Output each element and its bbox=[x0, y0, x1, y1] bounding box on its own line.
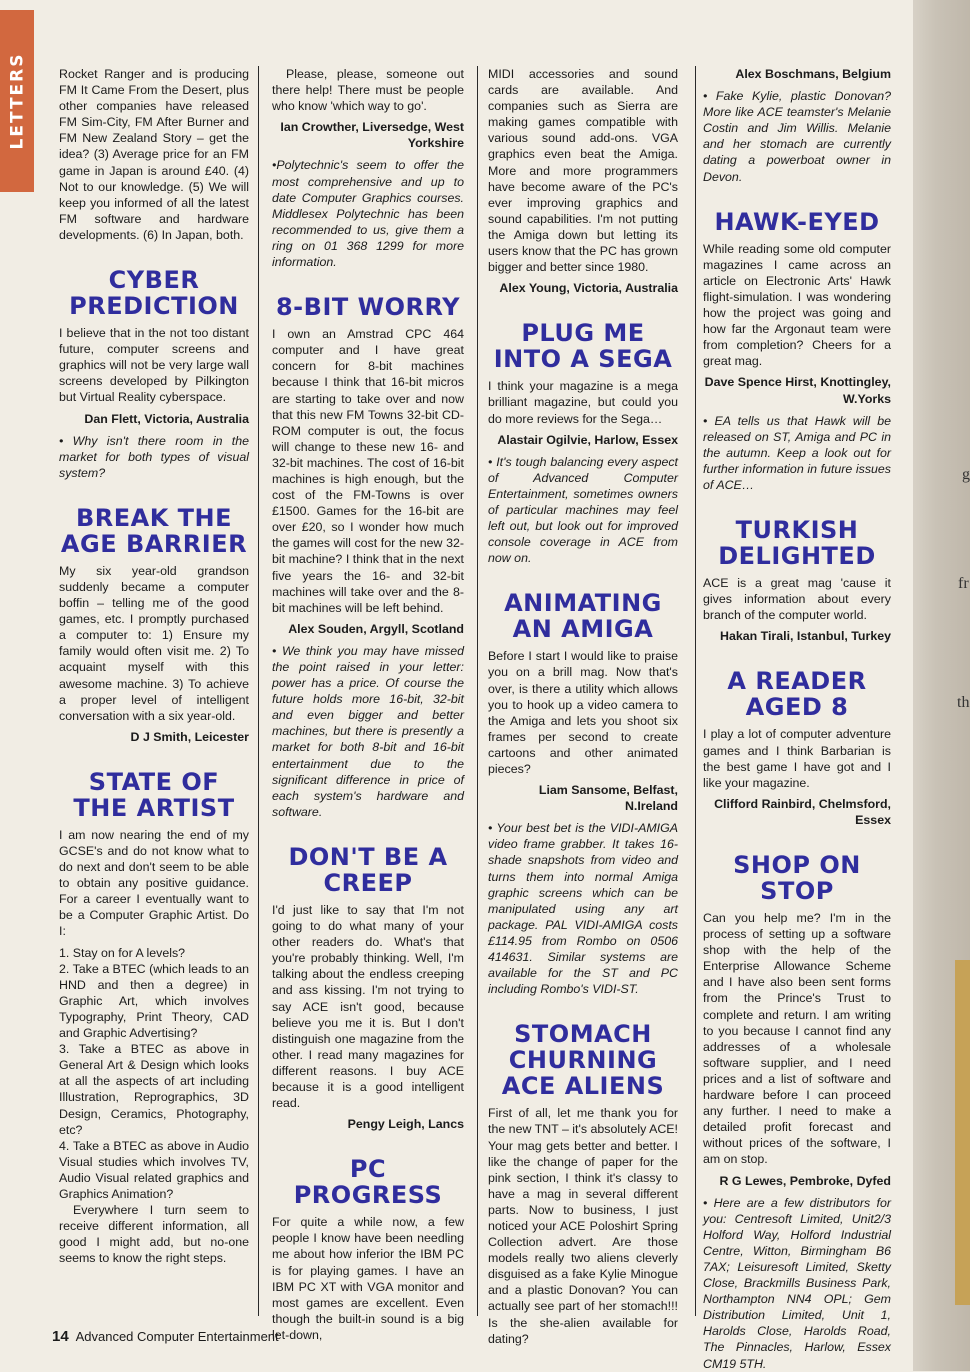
letter-headline: ANIMATING AN AMIGA bbox=[504, 589, 662, 644]
list-item: 2. Take a BTEC (which leads to an HND and then a degree) in Graphic Art, which involves Typography, Print Theory, CAD and Graphic Advertising? bbox=[59, 961, 249, 1041]
letter-signature: Dave Spence Hirst, Knottingley, W.Yorks bbox=[704, 375, 891, 406]
next-page-letter: fr bbox=[958, 575, 969, 592]
column-1 bbox=[59, 66, 249, 1266]
letter-body: I play a lot of computer adventure games and I think Barbarian is the best game I have got and I like your magazine. bbox=[703, 727, 891, 790]
page-number: 14 bbox=[52, 1328, 69, 1345]
letter-signature: R G Lewes, Pembroke, Dyfed bbox=[719, 1173, 891, 1188]
letter-headline: STOMACH CHURNING ACE ALIENS bbox=[501, 1020, 665, 1101]
next-page-strip bbox=[955, 960, 970, 1305]
editor-reply: • EA tells us that Hawk will be released on ST, Amiga and PC in the autumn. Keep a look out for further information in future issues of ACE… bbox=[703, 413, 891, 492]
column-divider bbox=[695, 66, 696, 1316]
letter-continued: Please, please, someone out there help! There must be people who know 'which way to go'. bbox=[272, 67, 464, 114]
letter-body: While reading some old computer magazines I came across an article on Electronic Arts' Hawk flight-simulation. I was wondering how the project was going and how far the Argonaut team were from completion? Cheers for a great mag. bbox=[703, 241, 891, 369]
letter-signature: Alastair Ogilvie, Harlow, Essex bbox=[497, 432, 678, 447]
letter-body: I am now nearing the end of my GCSE's and do not know what to do next and don't seem to be able to obtain any positive guidance. For a career I eventually want to be a Computer Graphic Artist. Do I: bbox=[59, 827, 249, 939]
editor-reply: • Here are a few distributors for you: Centresoft Limited, Unit2/3 Holford Way, Holford Industrial Centre, Witton, Birmingham B6 7AX; Leisuresoft Limited, Sketty Close, Brackmills Business Park, Northampton NN4 OPL; Gem Distribution Limited, Unit 1, Harolds Close, Harolds Road, The Pinnacles, Harlow, Essex CM19 5TH. bbox=[703, 1195, 891, 1371]
page-footer bbox=[52, 1328, 279, 1345]
letter-body: I own an Amstrad CPC 464 computer and I have great concern for 8-bit machines because I think that 16-bit micros are starting to take over and now that this new FM Towns 32-bit CD-ROM computer is out, the focus will change to these new 16- and 32-bit machines. The cost of 16-bit machines is high enough, but the cost of the FM-Towns is over £1500. Games for the 16-bit are over £20, so I wonder how much the games will cost for the new 32-bit machine? I think that in the next five years the 16- and 32-bit machines will take over and the 8-bit machines will be left behind. bbox=[272, 327, 464, 615]
editor-reply: •Polytechnic's seem to offer the most comprehensive and up to date Computer Graphics courses. Middlesex Polytechnic has been recommended to us, give them a ring on 01 368 1299 for more information. bbox=[272, 158, 464, 270]
letter-headline: HAWK-EYED bbox=[714, 207, 880, 236]
letter-body: I'd just like to say that I'm not going to do what many of your other readers do. What's that you're probably thinking. Well, I'm talking about the endless creeping and ass kissing. I'm not trying to say ACE isn't good, because believe you me it is. But I don't distinguish one magazine from the other. I read many magazines for different reasons. I buy ACE because it is a good intelligent read. bbox=[272, 902, 464, 1111]
letter-body: First of all, let me thank you for the new TNT – it's absolutely ACE! Your mag gets better and better. I like the change of paper for the pink section, I think it's classy to have a mag in several different parts. Now to business, I just noticed your ACE Poloshirt Spring Collection advert. Are those models really two aliens cleverly disguised as a fake Kylie Minogue and a plastic Donovan? You can actually see part of her stomach!!! Is the she-alien available for dating? bbox=[488, 1106, 678, 1346]
editor-reply: • It's tough balancing every aspect of Advanced Computer Entertainment, sometimes owners of particular machines may feel left out, but look out for improved console coverage in ACE from now on. bbox=[488, 454, 678, 566]
column-divider bbox=[477, 66, 478, 1316]
letter-headline: PC PROGRESS bbox=[293, 1155, 443, 1210]
letter-headline: CYBER PREDICTION bbox=[69, 266, 239, 321]
letter-headline: A READER AGED 8 bbox=[727, 667, 867, 722]
letter-headline: SHOP ON STOP bbox=[733, 851, 861, 905]
letter-headline: STATE OF THE ARTIST bbox=[73, 767, 235, 822]
options-list bbox=[59, 945, 249, 1203]
list-item: 3. Take a BTEC as above in General Art & Design which looks at all the aspects of art including Illustration, Reprographics, 3D Design, Ceramics, Photography, etc? bbox=[59, 1042, 249, 1137]
section-tab-label: LETTERS bbox=[7, 52, 28, 150]
column-3 bbox=[488, 66, 678, 1347]
letter-signature: Dan Flett, Victoria, Australia bbox=[84, 411, 249, 426]
list-item: 4. Take a BTEC as above in Audio Visual studies which involves TV, Audio Visual related graphics and Graphics Animation? bbox=[59, 1138, 249, 1201]
editor-reply: • Why isn't there room in the market for both types of visual system? bbox=[59, 433, 249, 480]
letter-continued: MIDI accessories and sound cards are available. And companies such as Sierra are making games compatible with various sound add-ons. VGA graphics even beat the Amiga. More and more programmers have become aware of the PC's ever improving graphics and sound capabilities. I'm not putting the Amiga down but letting its users know that the PC has grown bigger and better since 1980. bbox=[488, 67, 678, 275]
letter-signature: D J Smith, Leicester bbox=[130, 729, 249, 744]
column-4 bbox=[703, 66, 891, 1372]
letter-headline: PLUG ME INTO A SEGA bbox=[493, 319, 673, 374]
letter-signature: Clifford Rainbird, Chelmsford, Essex bbox=[714, 796, 891, 827]
letter-signature: Ian Crowther, Liversedge, West Yorkshire bbox=[280, 120, 464, 151]
column-divider bbox=[258, 66, 259, 1316]
column-2 bbox=[272, 66, 464, 1343]
letter-headline: BREAK THE AGE BARRIER bbox=[60, 503, 248, 558]
letter-signature: Alex Boschmans, Belgium bbox=[735, 67, 891, 81]
letter-body: Can you help me? I'm in the process of setting up a software shop with the help of the Enterprise Allowance Scheme and I have also been sent forms from the Prince's Trust to complete and return. I am writing to you because I cannot find any addresses of a wholesale software supplier, and I need prices and a list of software and hardware before I can proceed any further. I need to make a detailed profit forecast and without prices of the software, I am on stop. bbox=[703, 911, 891, 1167]
list-item: 1. Stay on for A levels? bbox=[59, 945, 186, 960]
letter-signature: Alex Souden, Argyll, Scotland bbox=[288, 621, 464, 636]
letter-headline: DON'T BE A CREEP bbox=[288, 842, 448, 897]
letter-signature: Alex Young, Victoria, Australia bbox=[499, 281, 678, 296]
editor-reply: • We think you may have missed the point raised in your letter: power has a price. Of course the future holds more 16-bit, 32-bit and even bigger and better machines, but there is presently a market for both 8-bit and 16-bit entertainment due to the significant difference in price of each system's hardware and software. bbox=[272, 643, 464, 819]
editor-reply: • Your best bet is the VIDI-AMIGA video frame grabber. It takes 16-shade snapshots from video and turns them into normal Amiga graphic screens which can be manipulated using any art package. PAL VIDI-AMIGA costs £114.95 from Rombo on 0506 414631. Similar systems are available for the ST and PC including Rombo's VIDI-ST. bbox=[488, 821, 678, 997]
letter-signature: Pengy Leigh, Lancs bbox=[347, 1117, 464, 1132]
editor-reply: • Fake Kylie, plastic Donovan? More like ACE teamster's Melanie Costin and Jim Willis. Melanie and her stomach are currently dating a powerboat owner in Devon. bbox=[703, 89, 891, 184]
letter-continued: Rocket Ranger and is producing FM It Came From the Desert, plus other companies have released FM Sim-City, FM After Burner and FM New Zealand Story – get the idea? (3) Average price for an FM game in Japan is around £40. (4) Not to our knowledge. (5) We will keep you informed of all the latest FM software and hardware developments. (6) In Japan, both. bbox=[59, 67, 249, 242]
letter-body: For quite a while now, a few people I know have been needling me about how inferior the IBM PC is for playing games. I have an IBM PC XT with VGA monitor and most games are excellent. Even though the built-in sound is a big let-down, bbox=[272, 1215, 464, 1342]
letter-body: Everywhere I turn seem to receive different information, all good I might add, but no-one seems to know the right steps. bbox=[59, 1203, 249, 1266]
letter-body: My six year-old grandson suddenly became a computer boffin – telling me of the good games, etc. I promptly purchased a computer to: 1) Ensure my family would often visit me. 2) To acquaint myself with this awesome machine. 3) To achieve a proper level of intelligent conversation with a six year-old. bbox=[59, 563, 249, 723]
letter-body: I think your magazine is a mega brilliant magazine, but could you do more reviews for the Sega… bbox=[488, 379, 678, 426]
letter-body: I believe that in the not too distant future, computer screens and graphics will not be very large wall screens developed by Pilkington but Virtual Reality cyberspace. bbox=[59, 326, 249, 405]
letter-body: Before I start I would like to praise you on a brill mag. Now that's over, is there a utility which allows you to hook up a video camera to the Amiga and lets you shoot six frames per second to create cartoons and other animated pieces? bbox=[488, 649, 678, 776]
letter-body: ACE is a great mag 'cause it gives information about every branch of the computer world. bbox=[703, 576, 891, 623]
magazine-name: Advanced Computer Entertainment bbox=[75, 1329, 279, 1344]
letter-signature: Hakan Tirali, Istanbul, Turkey bbox=[720, 629, 891, 644]
letter-headline: TURKISH DELIGHTED bbox=[718, 516, 876, 571]
letter-headline: 8-BIT WORRY bbox=[275, 293, 460, 322]
section-tab bbox=[0, 10, 34, 192]
next-page-letter: th bbox=[957, 694, 970, 711]
letter-signature: Liam Sansome, Belfast, N.Ireland bbox=[538, 783, 678, 814]
next-page-letter: g bbox=[962, 466, 970, 483]
